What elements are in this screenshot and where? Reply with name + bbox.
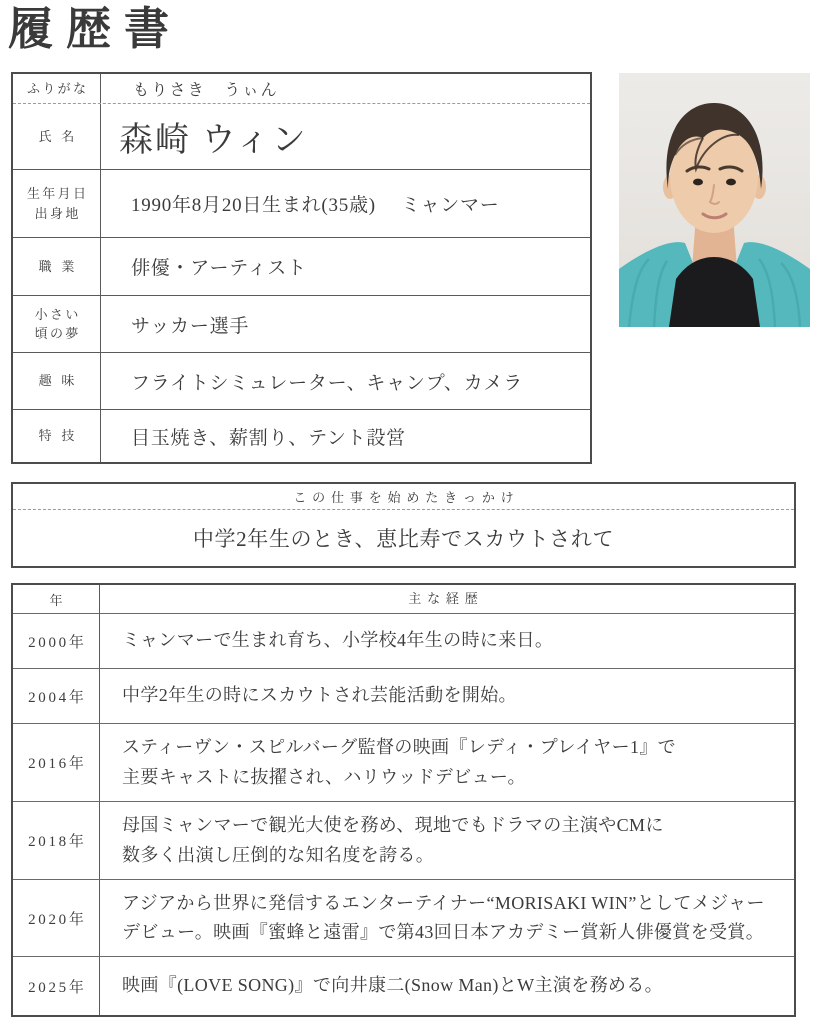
birthplace-value: 1990年8月20日生まれ(35歳) ミャンマー — [131, 195, 500, 216]
childhood-dream-value: サッカー選手 — [131, 315, 250, 337]
career-year: 2004年 — [13, 669, 100, 723]
name-value: 森崎 ウィン — [119, 122, 308, 159]
furigana-label: ふりがな — [13, 74, 101, 103]
profile-row-childhood-dream — [13, 296, 590, 353]
furigana-value: もりさき うぃん — [133, 82, 279, 99]
career-description: ミャンマーで生まれ育ち、小学校4年生の時に来日。 — [122, 630, 554, 651]
career-row-2004 — [13, 669, 794, 724]
career-year: 2018年 — [13, 802, 100, 879]
childhood-dream-label: 小さい 頃の夢 — [13, 296, 101, 352]
career-year: 2025年 — [13, 957, 100, 1015]
career-year: 2020年 — [13, 880, 100, 956]
career-header-year: 年 — [13, 585, 100, 613]
special-skill-value: 目玉焼き、薪割り、テント設営 — [131, 427, 406, 449]
profile-row-birthplace — [13, 170, 590, 238]
career-header-row — [13, 585, 794, 614]
page-title: 履歴書 — [8, 4, 183, 54]
career-row-2020 — [13, 880, 794, 957]
career-description: アジアから世界に発信するエンターテイナー“MORISAKI WIN”としてメジャー デビュー。映画『蜜蜂と遠雷』で第43回日本アカデミー賞新人俳優賞を受賞。 — [122, 892, 765, 942]
profile-row-furigana — [13, 74, 590, 104]
birthplace-label: 生年月日 出身地 — [13, 170, 101, 237]
kickoff-box — [11, 482, 796, 568]
special-skill-label: 特技 — [13, 410, 101, 462]
profile-row-special-skill — [13, 410, 590, 462]
name-label: 氏名 — [13, 104, 101, 169]
career-description: 中学2年生の時にスカウトされ芸能活動を開始。 — [122, 685, 517, 706]
profile-row-name — [13, 104, 590, 170]
career-row-2018 — [13, 802, 794, 880]
career-description: 映画『(LOVE SONG)』で向井康二(Snow Man)とW主演を務める。 — [122, 975, 664, 996]
profile-row-hobby — [13, 353, 590, 410]
kickoff-header: この仕事を始めたきっかけ — [13, 484, 794, 510]
profile-table — [11, 72, 592, 464]
profile-row-occupation — [13, 238, 590, 296]
occupation-value: 俳優・アーティスト — [131, 258, 307, 279]
kickoff-body: 中学2年生のとき、恵比寿でスカウトされて — [192, 527, 615, 551]
occupation-label: 職業 — [13, 238, 101, 295]
career-table — [11, 583, 796, 1017]
career-row-2025 — [13, 957, 794, 1015]
hobby-label: 趣味 — [13, 353, 101, 409]
profile-photo — [619, 73, 810, 327]
hobby-value: フライトシミュレーター、キャンプ、カメラ — [131, 372, 523, 394]
career-description: 母国ミャンマーで観光大使を務め、現地でもドラマの主演やCMに 数多く出演し圧倒的な知名度を誇る。 — [122, 815, 664, 865]
career-year: 2000年 — [13, 614, 100, 668]
career-header-main: 主な経歴 — [408, 591, 484, 607]
career-row-2016 — [13, 724, 794, 802]
portrait-illustration — [619, 73, 810, 327]
career-year: 2016年 — [13, 724, 100, 801]
career-row-2000 — [13, 614, 794, 669]
career-description: スティーヴン・スピルバーグ監督の映画『レディ・プレイヤー1』で 主要キャストに抜擢され、ハリウッドデビュー。 — [122, 737, 677, 787]
